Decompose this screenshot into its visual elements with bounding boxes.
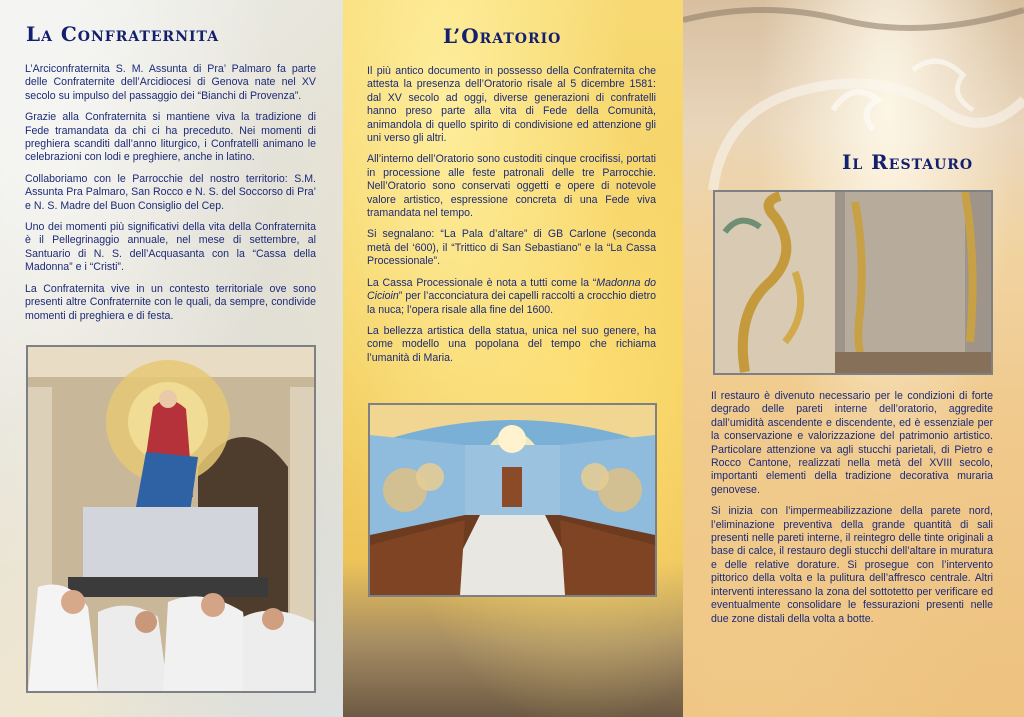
- confraternita-text: [25, 63, 316, 331]
- oratorio-paragraph: All’interno dell’Oratorio sono custoditi cinque crocifissi, portati in processione alle feste patronali delle tre Parrocchie. Nell’Oratorio sono conservati oggetti e opere di notevole valore artistico, espressione concreta di una Fede viva tramandata nel tempo.: [367, 153, 656, 220]
- oratorio-paragraph: Il più antico documento in possesso della Confraternita che attesta la presenza dell’Oratorio risale al 5 dicembre 1581: dal XV secolo ad oggi, diverse generazioni di confratelli hanno preso parte alla vita di Fede della Comunità, animandola di quello spirito di condivisione ed attenzione gli uni verso gli altri.: [367, 65, 656, 145]
- oratorio-interior-photo: [368, 403, 657, 597]
- oratorio-paragraph: [367, 277, 656, 317]
- oratorio-text: [367, 65, 656, 373]
- panel-oratorio: [343, 0, 683, 717]
- panel-restauro: [683, 0, 1024, 717]
- restauro-text: [711, 390, 993, 634]
- confraternita-title: La Confraternita: [26, 22, 220, 46]
- oratorio-paragraph: La bellezza artistica della statua, unica nel suo genere, ha come modello una popolana del tempo che richiama l’umanità di Maria.: [367, 324, 656, 364]
- panel-confraternita: [0, 0, 343, 717]
- oratorio-p4-end: ” per l’acconciatura dei capelli raccolti a crocchio dietro la nuca; l’opera risale alla fine del 1600.: [367, 290, 656, 316]
- confraternita-paragraph: L’Arciconfraternita S. M. Assunta di Pra’ Palmaro fa parte delle Confraternite dell’Arcidiocesi di Genova nate nel XV secolo su impulso del passaggio dei “Bianchi di Provenza”.: [25, 63, 316, 102]
- confraternita-paragraph: Grazie alla Confraternita si mantiene viva la tradizione di Fede tramandata da chi ci ha preceduto. Nei momenti di preghiera scanditi dall’anno liturgico, i Confratelli animano le celebrazioni con lodi e preghiere, anche in latino.: [25, 111, 316, 164]
- confraternita-paragraph: Collaboriamo con le Parrocchie del nostro territorio: S.M. Assunta Pra Palmaro, San Rocco e N. S. del Soccorso di Pra’ e N. S. Madre del Buon Consiglio del Cep.: [25, 172, 316, 212]
- restauro-title: Il Restauro: [842, 150, 974, 174]
- oratorio-title: L’Oratorio: [443, 24, 562, 48]
- restauro-paragraph: Si inizia con l’impermeabilizzazione della parete nord, l’eliminazione preventiva della grande quantità di sali presenti nelle pareti interne, il reintegro delle tinte originali a base di calce, il restauro degli stucchi dell’altare in muratura e delle relative dorature. Si prosegue con l’intervento pittorico della volta e la pulitura dell’affresco centrale. Altri interventi interessano la zona del sottotetto per verificare ed eventualmente consolidare le fessurazioni presenti nelle due zone distali della volta a botte.: [711, 505, 993, 625]
- oratorio-p4-start: La Cassa Processionale è nota a tutti come la “: [367, 276, 597, 289]
- stucco-restoration-photo: [713, 190, 993, 375]
- restauro-paragraph: Il restauro è divenuto necessario per le condizioni di forte degrado delle pareti interne dell’oratorio, aggredite dall’umidità ascendente e discendente, ed è essenziale per la conservazione e valorizzazione del patrimonio artistico. Particolare attenzione va agli stucchi parietali, di Pietro e Rocco Cantone, realizzati nella metà del XVIII secolo, importanti elementi della tradizione decorativa muraria genovese.: [711, 390, 993, 496]
- procession-photo: [26, 345, 316, 693]
- confraternita-paragraph: Uno dei momenti più significativi della vita della Confraternita è il Pellegrinaggio annuale, nel mese di settembre, al Santuario di N. S. dell’Acquasanta con la “Cassa della Madonna” e i “Cristi”.: [25, 221, 316, 274]
- oratorio-p4-italic: Madonna do Cicioin: [367, 276, 657, 303]
- confraternita-paragraph: La Confraternita vive in un contesto territoriale ove sono presenti altre Confraternite con le quali, da sempre, condivide momenti di preghiera e di festa.: [25, 282, 316, 322]
- oratorio-paragraph: Si segnalano: “La Pala d’altare” di GB Carlone (seconda metà del ‘600), il “Trittico di San Sebastiano” e la “La Cassa Processionale”.: [367, 228, 656, 268]
